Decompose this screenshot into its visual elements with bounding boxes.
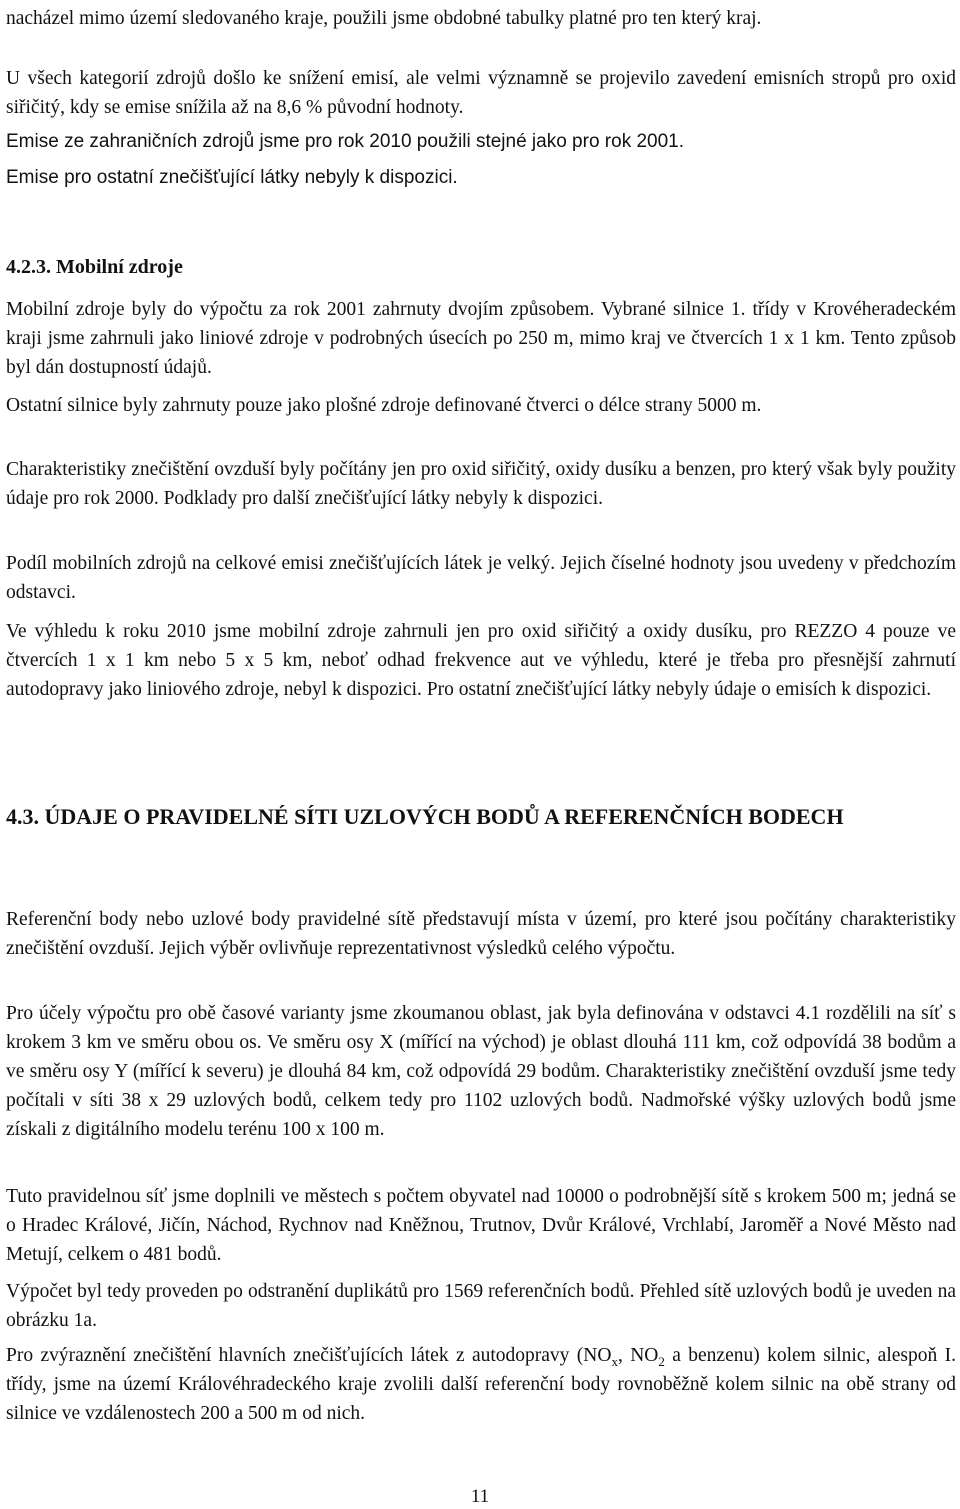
paragraph-other-pollutants: Emise pro ostatní znečišťující látky nebyly k dispozici. — [6, 167, 458, 188]
paragraph-foreign-sources: Emise ze zahraničních zdrojů jsme pro rok 2010 použili stejné jako pro rok 2001. — [6, 131, 685, 152]
paragraph-reference-2: Pro účely výpočtu pro obě časové varianty jsme zkoumanou oblast, jak byla definována v odstavci 4.1 rozdělili na síť s krokem 3 km ve směru obou os. Ve směru osy X (mířící na východ) je oblast dlouhá 111 km, což odpovídá 38 bodům a ve směru osy Y (mířící k severu) je dlouhá 84 km, což odpovídá 29 bodům. Charakteristiky znečištění ovzduší jsme tedy počítali v síti 38 x 29 uzlových bodů, celkem tedy pro 1102 uzlových bodů. Nadmořské výšky uzlových bodů jsme získali z digitálního modelu terénu 100 x 100 m. — [6, 1003, 956, 1140]
paragraph-emission-ceilings: U všech kategorií zdrojů došlo ke snížení emisí, ale velmi významně se projevilo zavedení emisních stropů pro oxid siřičitý, kdy se emise snížila až na 8,6 % původní hodnoty. — [6, 68, 956, 118]
paragraph-reference-4: Výpočet byl tedy proveden po odstranění duplikátů pro 1569 referenčních bodů. Přehled sítě uzlových bodů je uveden na obrázku 1a. — [6, 1281, 956, 1331]
paragraph-mobile-3: Charakteristiky znečištění ovzduší byly počítány jen pro oxid siřičitý, oxidy dusíku a benzen, pro který však byly použity údaje pro rok 2000. Podklady pro další znečišťující látky nebyly k dispozici. — [6, 459, 956, 509]
paragraph-reference-5-b: , NO — [617, 1345, 659, 1366]
paragraph-mobile-4: Podíl mobilních zdrojů na celkové emisi znečišťujících látek je velký. Jejich číselné hodnoty jsou uvedeny v předchozím odstavci. — [6, 553, 956, 603]
paragraph-reference-5 — [6, 1341, 956, 1428]
page-number: 11 — [470, 1486, 490, 1507]
paragraph-reference-1: Referenční body nebo uzlové body pravidelné sítě představují místa v území, pro které jsou počítány charakteristiky znečištění ovzduší. Jejich výběr ovlivňuje reprezentativnost výsledků celého výpočtu. — [6, 909, 956, 959]
paragraph-tail: nacházel mimo území sledovaného kraje, použili jsme obdobné tabulky platné pro ten který kraj. — [6, 8, 762, 29]
subscript-x: x — [611, 1353, 618, 1369]
paragraph-reference-5-a: Pro zvýraznění znečištění hlavních znečišťujících látek z autodopravy (NO — [6, 1345, 612, 1366]
paragraph-mobile-2: Ostatní silnice byly zahrnuty pouze jako plošné zdroje definované čtverci o délce strany 5000 m. — [6, 395, 762, 416]
paragraph-mobile-5: Ve výhledu k roku 2010 jsme mobilní zdroje zahrnuli jen pro oxid siřičitý a oxidy dusíku, pro REZZO 4 pouze ve čtvercích 1 x 1 km nebo 5 x 5 km, neboť odhad frekvence aut ve výhledu, které je třeba pro přesnější zahrnutí autodopravy jako liniového zdroje, nebyl k dispozici. Pro ostatní znečišťující látky nebyly údaje o emisích k dispozici. — [6, 621, 956, 700]
section-heading-reference-points: 4.3. ÚDAJE O PRAVIDELNÉ SÍTI UZLOVÝCH BODŮ A REFERENČNÍCH BODECH — [6, 804, 844, 829]
paragraph-mobile-1: Mobilní zdroje byly do výpočtu za rok 2001 zahrnuty dvojím způsobem. Vybrané silnice 1. třídy v Krovéheradeckém kraji jsme zahrnuli jako liniové zdroje v podrobných úsecích po 250 m, mimo kraj ve čtvercích 1 x 1 km. Tento způsob byl dán dostupností údajů. — [6, 299, 956, 378]
subscript-2: 2 — [658, 1353, 665, 1369]
paragraph-reference-5-c: a benzenu) kolem silnic, alespoň I. třídy, jsme na území Královéhradeckého kraje zvolili další referenční body rovnoběžně kolem silnic na obě strany od silnice ve vzdálenostech 200 a 500 m od nich. — [6, 1345, 956, 1424]
paragraph-reference-3: Tuto pravidelnou síť jsme doplnili ve městech s počtem obyvatel nad 10000 o podrobnější sítě s krokem 500 m; jedná se o Hradec Králové, Jičín, Náchod, Rychnov nad Kněžnou, Trutnov, Dvůr Králové, Vrchlabí, Jaroměř a Nové Město nad Metují, celkem o 481 bodů. — [6, 1186, 956, 1265]
section-heading-mobile-sources: 4.2.3. Mobilní zdroje — [6, 256, 183, 278]
